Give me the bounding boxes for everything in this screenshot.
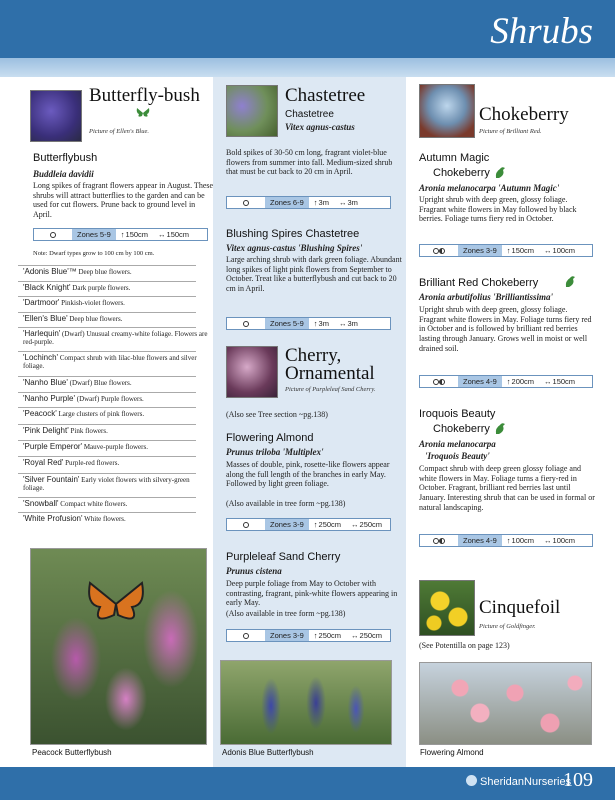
width-value: ↔ 250cm — [351, 631, 383, 640]
species-heading-cont: Chokeberry — [433, 167, 490, 179]
cultivar-name: 'Silver Fountain' — [23, 475, 80, 484]
cultivar-name: 'Ellen's Blue' — [23, 314, 68, 323]
cultivar-divider — [18, 281, 196, 282]
full-sun-icon — [227, 318, 265, 329]
cultivar-item — [23, 410, 209, 418]
height-value: ↑ 100cm — [506, 536, 535, 545]
cultivar-divider — [18, 512, 196, 513]
cultivar-description: Pinkish-violet flowers. — [61, 299, 125, 307]
cultivar-description: Mauve-purple flowers. — [83, 443, 148, 451]
cultivar-description: (Dwarf) Unusual creamy-white foliage. Flowers are red-purple. — [23, 330, 208, 346]
bird-icon — [494, 422, 506, 436]
height-value: ↑ 250cm — [313, 520, 342, 529]
cultivar-item — [23, 443, 209, 451]
cultivar-divider — [18, 327, 196, 328]
latin-name: Vitex agnus-castus 'Blushing Spires' — [226, 243, 363, 253]
zone-info — [419, 244, 593, 257]
cultivar-name: 'Pink Delight' — [23, 426, 69, 435]
cultivar-name: 'Black Knight' — [23, 283, 71, 292]
latin-name: Prunus cistena — [226, 566, 282, 576]
latin-name: Aronia arbutifolius 'Brilliantissima' — [419, 292, 554, 302]
cultivar-item — [23, 395, 209, 403]
width-value: ↔ 3m — [338, 319, 358, 328]
zone-info — [226, 629, 391, 642]
partial-sun-icon — [420, 245, 458, 256]
section-title: Cinquefoil — [479, 597, 561, 618]
photo-caption: Flowering Almond — [420, 748, 484, 757]
hardiness-zone: Zones 3-9 — [265, 519, 309, 530]
zone-info — [419, 375, 593, 388]
chastetree-thumbnail — [226, 85, 278, 137]
hardiness-zone: Zones 5-9 — [72, 229, 116, 240]
description: Upright shrub with deep green, glossy foliage. Fragrant white flowers in May. Foliage turns fiery red in October and is followed by brilliant red berries lasting through January. Grows well in moist or well drained soil. — [419, 305, 592, 353]
width-value: ↔ 150cm — [158, 230, 190, 239]
section-caption: Picture of Purpleleaf Sand Cherry. — [285, 386, 376, 393]
cultivar-item — [23, 315, 209, 323]
cultivar-description: White flowers. — [84, 515, 126, 523]
latin-name: Aronia melanocarpa — [419, 439, 496, 449]
adonis-blue-photo — [220, 660, 392, 745]
cultivar-name: 'Adonis Blue'™ — [23, 267, 77, 276]
flowering-almond-photo — [419, 662, 592, 745]
zone-info — [226, 196, 391, 209]
bird-icon — [564, 275, 576, 289]
full-sun-icon — [227, 197, 265, 208]
cultivar-name: 'White Profusion' — [23, 514, 83, 523]
height-value: ↑ 250cm — [313, 631, 342, 640]
description: Large arching shrub with dark green foliage. Abundant long spikes of light pink flowers from September to October. Treat like a butterflybush and cut back to 20 cm in April. — [226, 255, 402, 294]
cultivar-divider — [18, 407, 196, 408]
species-heading: Brilliant Red Chokeberry — [419, 277, 539, 289]
see-also-note: (See Potentilla on page 123) — [419, 641, 510, 650]
width-value: ↔ 3m — [338, 198, 358, 207]
brand-logo-icon — [466, 775, 477, 786]
butterfly-icon — [136, 107, 150, 119]
section-caption: Picture of Brilliant Red. — [479, 128, 542, 135]
width-value: ↔ 250cm — [351, 520, 383, 529]
header-strip — [0, 58, 615, 77]
description: Bold spikes of 30-50 cm long, fragrant violet-blue flowers from summer into fall. Medium-sized shrub that must be cut back to 20 cm in April. — [226, 148, 393, 177]
cultivar-divider — [18, 351, 196, 352]
cultivar-item — [23, 330, 209, 346]
monarch-butterfly — [86, 579, 146, 629]
full-sun-icon — [34, 229, 72, 240]
species-heading: Flowering Almond — [226, 432, 314, 444]
cultivar-name: 'Harlequin' — [23, 329, 61, 338]
sand-cherry-thumbnail — [226, 346, 278, 398]
latin-name-cont: 'Iroquois Beauty' — [425, 451, 490, 461]
latin-name: Vitex agnus-castus — [285, 122, 355, 132]
height-value: ↑ 150cm — [506, 246, 535, 255]
species-heading: Chastetree — [285, 109, 334, 120]
species-heading: Butterflybush — [33, 152, 98, 164]
see-also-note: (Also see Tree section ~pg.138) — [226, 410, 328, 419]
peacock-butterflybush-photo — [30, 548, 207, 745]
description: Deep purple foliage from May to October with contrasting, fragrant, pink-white flowers appearing in early May. — [226, 579, 398, 608]
species-heading: Purpleleaf Sand Cherry — [226, 551, 341, 563]
chokeberry-thumbnail — [419, 84, 475, 138]
page-title: Shrubs — [490, 11, 593, 52]
cultivar-name: 'Royal Red' — [23, 458, 64, 467]
cultivar-name: 'Nanho Blue' — [23, 378, 68, 387]
hardiness-zone: Zones 6-9 — [265, 197, 309, 208]
zone-info — [226, 518, 391, 531]
zone-info — [419, 534, 593, 547]
cultivar-item — [23, 515, 209, 523]
latin-name: Prunus triloba 'Multiplex' — [226, 447, 324, 457]
zone-info — [33, 228, 208, 241]
cultivar-name: 'Snowball' — [23, 499, 59, 508]
cultivar-description: Large clusters of pink flowers. — [58, 410, 145, 418]
hardiness-zone: Zones 5-9 — [265, 318, 309, 329]
cultivar-divider — [18, 440, 196, 441]
cultivar-item — [23, 268, 209, 276]
cultivar-divider — [18, 265, 196, 266]
section-title: Butterfly-bush — [89, 85, 200, 106]
cultivar-divider — [18, 392, 196, 393]
cultivar-item — [23, 427, 209, 435]
cultivar-name: 'Purple Emperor' — [23, 442, 83, 451]
cultivar-description: Deep blue flowers. — [69, 315, 123, 323]
cultivar-description: (Dwarf) Purple flowers. — [76, 395, 144, 403]
width-value: ↔ 150cm — [544, 377, 576, 386]
column-butterfly-bush — [18, 77, 214, 767]
section-title: Chokeberry — [479, 104, 569, 125]
ellens-blue-thumbnail — [30, 90, 82, 142]
description: Compact shrub with deep green glossy foliage and white flowers in May. Foliage turns a fiery-red in October. Fragrant, brilliant red berries last until January. Interesting shrub that can be used in formal or natural landscaping. — [419, 464, 595, 512]
full-sun-icon — [227, 519, 265, 530]
cultivar-item — [23, 476, 209, 492]
cultivar-item — [23, 284, 209, 292]
column-chokeberry-cinquefoil — [406, 77, 599, 767]
latin-name: Buddleia davidii — [33, 169, 94, 179]
description: Upright shrub with deep green, glossy foliage. Fragrant white flowers in May followed by black berries. Foliage turns fiery red in October. — [419, 195, 577, 224]
see-also-note: (Also available in tree form ~pg.138) — [226, 609, 346, 618]
height-value: ↑ 200cm — [506, 377, 535, 386]
section-title: Cherry, Ornamental — [285, 345, 375, 384]
height-value: ↑ 3m — [313, 319, 329, 328]
cultivar-description: Compact white flowers. — [60, 500, 128, 508]
cultivar-description: Dark purple flowers. — [72, 284, 131, 292]
width-value: ↔ 100cm — [544, 536, 576, 545]
brand-logo — [466, 775, 571, 788]
cultivar-divider — [18, 296, 196, 297]
page-number: 109 — [563, 769, 593, 791]
cultivar-divider — [18, 312, 196, 313]
cultivar-divider — [18, 424, 196, 425]
cultivar-description: Purple-red flowers. — [65, 459, 120, 467]
cultivar-description: (Dwarf) Blue flowers. — [69, 379, 132, 387]
cultivar-item — [23, 354, 209, 370]
hardiness-zone: Zones 4-9 — [458, 376, 502, 387]
cultivar-description: Pink flowers. — [70, 427, 108, 435]
cultivar-item — [23, 299, 209, 307]
cultivar-divider — [18, 473, 196, 474]
species-heading-cont: Chokeberry — [433, 423, 490, 435]
bird-icon — [494, 166, 506, 180]
cultivar-description: Early violet flowers with silvery-green foliage. — [23, 476, 190, 492]
section-title: Chastetree — [285, 85, 366, 106]
cultivar-item — [23, 459, 209, 467]
cultivar-divider — [18, 497, 196, 498]
cultivar-divider — [18, 456, 196, 457]
column-chastetree-cherry — [213, 77, 406, 767]
latin-name: Aronia melanocarpa 'Autumn Magic' — [419, 183, 560, 193]
hardiness-zone: Zones 4-9 — [458, 535, 502, 546]
cultivar-name: 'Nanho Purple' — [23, 394, 75, 403]
cultivar-item — [23, 500, 209, 508]
species-heading: Iroquois Beauty — [419, 408, 496, 420]
hardiness-zone: Zones 3-9 — [458, 245, 502, 256]
partial-sun-icon — [420, 535, 458, 546]
see-also-note: (Also available in tree form ~pg.138) — [226, 499, 346, 508]
goldfinger-thumbnail — [419, 580, 475, 636]
height-value: ↑ 150cm — [120, 230, 149, 239]
width-value: ↔ 100cm — [544, 246, 576, 255]
full-sun-icon — [227, 630, 265, 641]
cultivar-description: Deep blue flowers. — [78, 268, 132, 276]
cultivar-name: 'Lochinch' — [23, 353, 59, 362]
description: Long spikes of fragrant flowers appear in August. These shrubs will attract butterflies to the garden and can be used for cut flowers. Prune back to ground level in April. — [33, 181, 214, 220]
cultivar-description: Compact shrub with lilac-blue flowers and silver foliage. — [23, 354, 197, 370]
cultivar-name: 'Dartmoor' — [23, 298, 60, 307]
photo-caption: Adonis Blue Butterflybush — [222, 748, 314, 757]
cultivar-divider — [18, 376, 196, 377]
partial-sun-icon — [420, 376, 458, 387]
description: Masses of double, pink, rosette-like flowers appear along the full length of the branches in early May. Followed by light green foliage. — [226, 460, 390, 489]
section-caption: Picture of Goldfinger. — [479, 623, 536, 630]
cultivar-item — [23, 379, 209, 387]
brand-name: SheridanNurseries — [480, 776, 572, 788]
section-caption: Picture of Ellen's Blue. — [89, 128, 149, 135]
zone-info — [226, 317, 391, 330]
dwarf-note: Note: Dwarf types grow to 100 cm by 100 cm. — [33, 250, 155, 257]
photo-caption: Peacock Butterflybush — [32, 748, 112, 757]
species-heading: Blushing Spires Chastetree — [226, 228, 360, 240]
species-heading: Autumn Magic — [419, 152, 490, 164]
cultivar-name: 'Peacock' — [23, 409, 57, 418]
height-value: ↑ 3m — [313, 198, 329, 207]
hardiness-zone: Zones 3-9 — [265, 630, 309, 641]
